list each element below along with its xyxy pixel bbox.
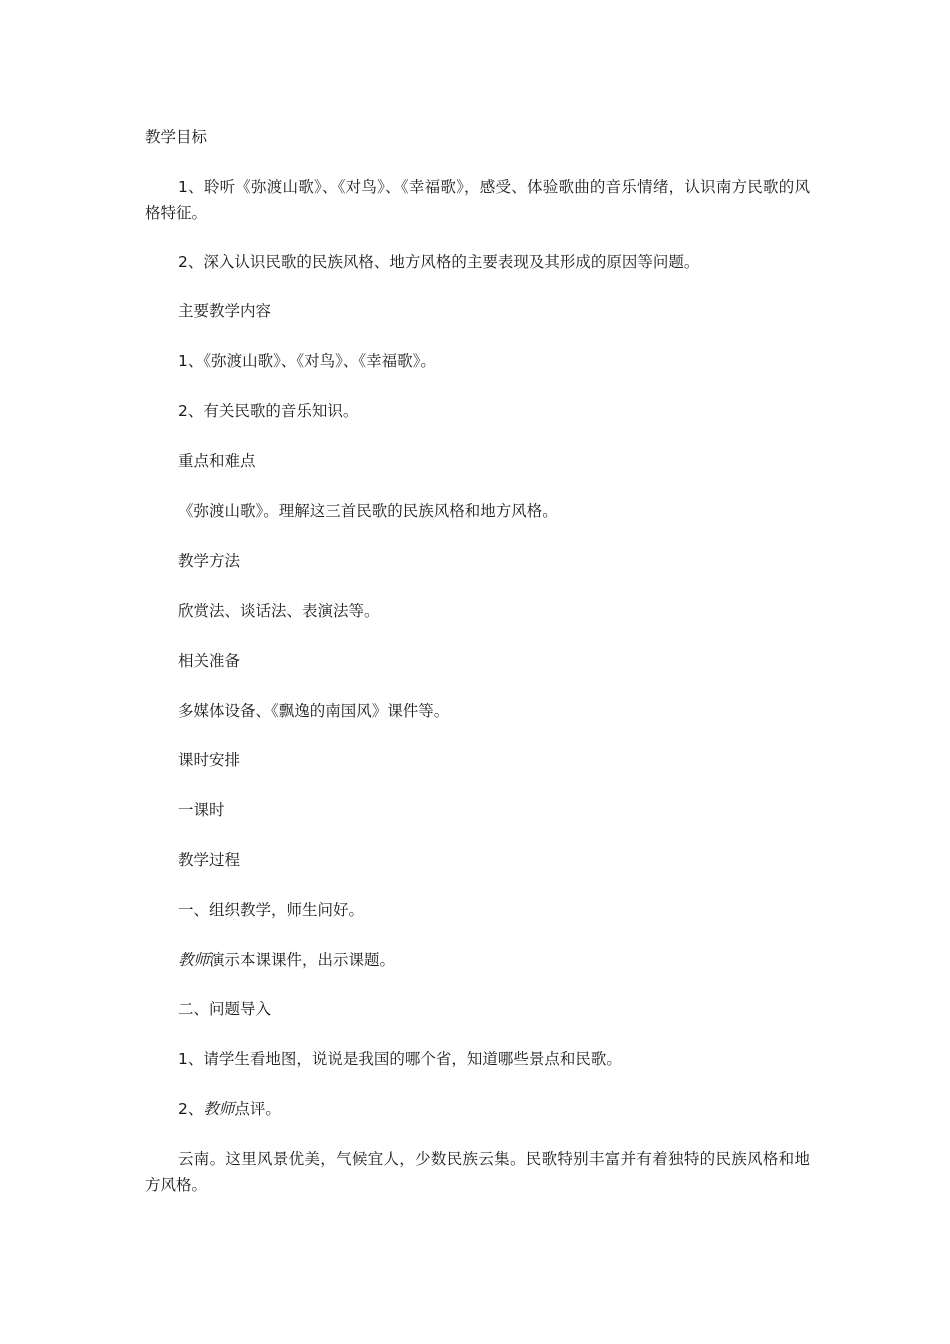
schedule-text: 一课时	[178, 801, 225, 819]
goal-item-2: 2、深入认识民歌的民族风格、地方风格的主要表现及其形成的原因等问题。	[178, 253, 700, 271]
yunnan-description: 云南。这里风景优美，气候宜人，少数民族云集。民歌特别丰富并有着独特的民族风格和地方风格。	[145, 1150, 810, 1194]
goal-item-1: 1、聆听《弥渡山歌》、《对鸟》、《幸福歌》，感受、体验歌曲的音乐情绪，认识南方民歌的风格特征。	[145, 178, 810, 222]
heading-key-points: 重点和难点	[178, 452, 256, 470]
content-item-1: 1、《弥渡山歌》、《对鸟》、《幸福歌》。	[178, 352, 436, 370]
heading-schedule: 课时安排	[178, 751, 241, 769]
process-step-1-detail-text: 演示本课课件，出示课题。	[209, 951, 396, 969]
teacher-label: 教师	[178, 951, 210, 969]
process-step-1-detail	[178, 947, 395, 973]
key-points-text: 《弥渡山歌》。理解这三首民歌的民族风格和地方风格。	[178, 502, 558, 520]
item-number: 2、	[178, 1100, 204, 1118]
content-item-2: 2、有关民歌的音乐知识。	[178, 402, 359, 420]
section-title-teaching-goals: 教学目标	[145, 128, 208, 146]
teacher-label: 教师	[203, 1100, 235, 1118]
heading-main-content: 主要教学内容	[178, 302, 272, 320]
preparation-text: 多媒体设备、《飘逸的南国风》课件等。	[178, 702, 450, 720]
process-step-2-item-1: 1、请学生看地图，说说是我国的哪个省，知道哪些景点和民歌。	[178, 1050, 622, 1068]
process-step-2: 二、问题导入	[178, 1000, 272, 1018]
teaching-method-text: 欣赏法、谈话法、表演法等。	[178, 602, 380, 620]
heading-teaching-method: 教学方法	[178, 552, 241, 570]
heading-preparation: 相关准备	[178, 652, 241, 670]
process-step-1: 一、组织教学，师生问好。	[178, 901, 365, 919]
process-step-2-item-2	[178, 1096, 281, 1122]
process-step-2-item-2-text: 点评。	[234, 1100, 281, 1118]
heading-teaching-process: 教学过程	[178, 851, 241, 869]
